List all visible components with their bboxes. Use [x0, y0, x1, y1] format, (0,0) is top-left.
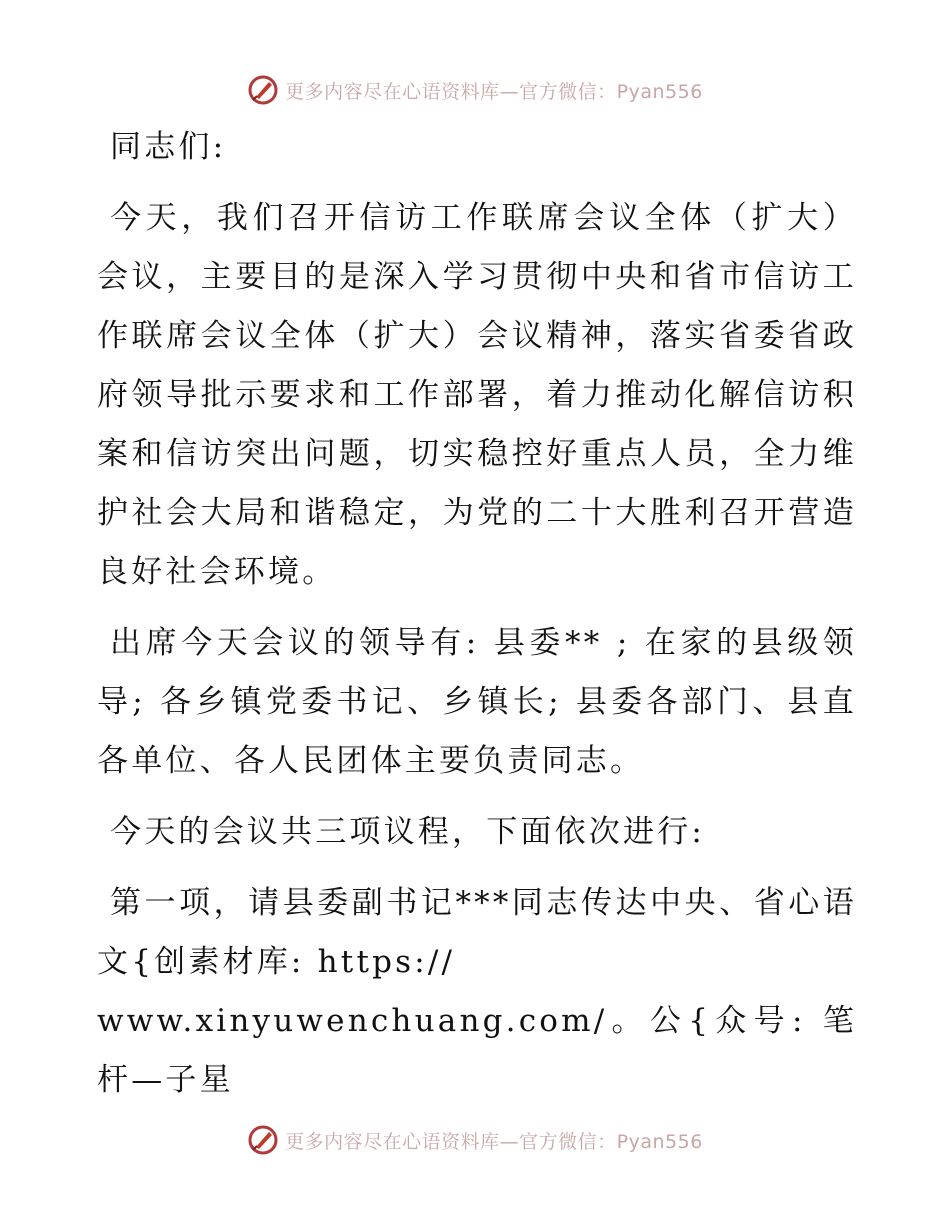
paragraph-agenda: 今天的会议共三项议程，下面依次进行:	[110, 814, 706, 850]
quill-seal-icon	[247, 1124, 279, 1156]
footer-banner	[0, 1120, 950, 1160]
paragraph-opening: 今天，我们召开信访工作联席会议全体（扩大）会议，主要目的是深入学习贯彻中央和省市信访工作联席会议全体（扩大）会议精神，落实省委省政府领导批示要求和工作部署，着力推动化解信访积案和信访突出问题，切实稳控好重点人员，全力维护社会大局和谐稳定，为党的二十大胜利召开营造良好社会环境。	[97, 200, 857, 590]
quill-seal-icon	[247, 74, 279, 106]
header-banner	[0, 70, 950, 110]
paragraph-item-one: 第一项，请县委副书记***同志传达中央、省心语文{创素材库: https://	[97, 885, 857, 980]
salutation: 同志们:	[110, 129, 227, 165]
header-banner-text: 更多内容尽在心语资料库—官方微信：Pyan556	[285, 80, 703, 103]
document-body	[97, 118, 857, 1122]
paragraph-attendees: 出席今天会议的领导有: 县委** ; 在家的县级领导; 各乡镇党委书记、乡镇长; 县委各部门、县直各单位、各人民团体主要负责同志。	[97, 625, 857, 779]
footer-banner-text: 更多内容尽在心语资料库—官方微信：Pyan556	[285, 1130, 703, 1153]
paragraph-url-line: www.xinyuwenchuang.com/。公{众号: 笔杆—子星	[97, 1003, 857, 1098]
